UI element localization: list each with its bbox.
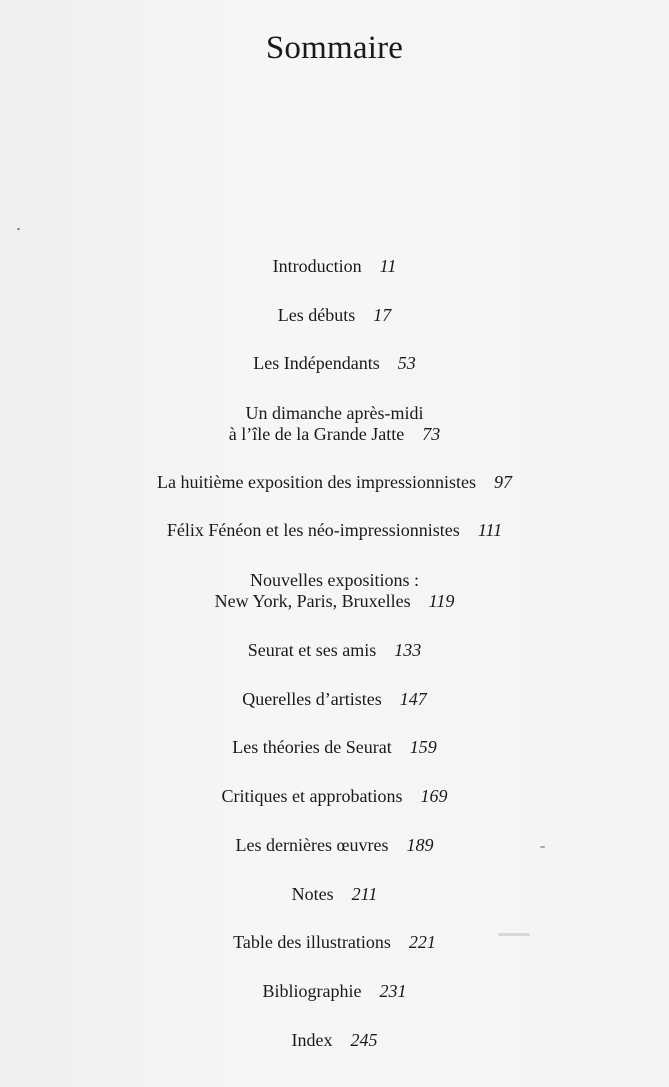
toc-page-number: 147 — [399, 689, 427, 709]
toc-page-number: 111 — [477, 520, 503, 540]
toc-entry-title: La huitième exposition des impressionnistes — [157, 472, 476, 492]
toc-page-number: 221 — [408, 932, 436, 952]
toc-page-number: 73 — [422, 424, 441, 444]
toc-entry-title: New York, Paris, Bruxelles — [214, 591, 411, 611]
toc-page-number: 231 — [379, 981, 407, 1001]
toc-entry — [0, 981, 669, 1002]
toc-entry-line — [0, 472, 669, 493]
toc-page-number: 189 — [406, 835, 434, 855]
toc-entry — [0, 640, 669, 661]
scan-speck — [17, 228, 20, 230]
toc-entry-title: Bibliographie — [262, 981, 362, 1001]
toc-entry-title: Seurat et ses amis — [247, 640, 377, 660]
toc-page-number: 53 — [397, 353, 416, 373]
toc-entry-line — [0, 884, 669, 905]
toc-entry — [0, 1030, 669, 1051]
toc-page-number: 159 — [409, 737, 437, 757]
toc-entry-line — [0, 353, 669, 374]
scan-speck — [498, 933, 530, 936]
toc-entry-title: Un dimanche après-midi — [245, 403, 424, 423]
toc-entry-title: Les théories de Seurat — [232, 737, 392, 757]
toc-page-number: 119 — [428, 591, 455, 611]
toc-entry — [0, 884, 669, 905]
toc-entry-title: Querelles d’artistes — [242, 689, 382, 709]
toc-entry-title: Les Indépendants — [253, 353, 380, 373]
toc-entry-title: Nouvelles expositions : — [250, 570, 419, 590]
toc-entry — [0, 472, 669, 493]
toc-entry — [0, 786, 669, 807]
toc-page-number: 17 — [373, 305, 392, 325]
toc-entry-title: Les dernières œuvres — [235, 835, 389, 855]
toc-entry — [0, 932, 669, 953]
toc-entry-line — [0, 689, 669, 710]
toc-entry — [0, 570, 669, 612]
toc-entry-line — [0, 570, 669, 591]
toc-page-number: 11 — [379, 256, 397, 276]
toc-entry-title: Table des illustrations — [233, 932, 391, 952]
toc-entry — [0, 305, 669, 326]
toc-entry — [0, 403, 669, 445]
toc-entry-title: Critiques et approbations — [221, 786, 403, 806]
toc-entry-line — [0, 424, 669, 445]
toc-entry-line — [0, 981, 669, 1002]
toc-entry-line — [0, 305, 669, 326]
toc-entry-line — [0, 591, 669, 612]
scan-speck — [540, 846, 545, 848]
toc-entry — [0, 689, 669, 710]
toc-entry — [0, 353, 669, 374]
toc-entry — [0, 520, 669, 541]
toc-entry-line — [0, 640, 669, 661]
toc-entry — [0, 256, 669, 277]
toc-page-number: 245 — [350, 1030, 378, 1050]
toc-entry-line — [0, 786, 669, 807]
toc-entry — [0, 835, 669, 856]
toc-page-number: 169 — [420, 786, 448, 806]
toc-entry-line — [0, 737, 669, 758]
toc-entry-title: Introduction — [272, 256, 362, 276]
toc-entry-title: à l’île de la Grande Jatte — [228, 424, 405, 444]
toc-entry-line — [0, 932, 669, 953]
toc-entry-title: Notes — [291, 884, 334, 904]
toc-page-number: 211 — [351, 884, 378, 904]
toc-entry-line — [0, 256, 669, 277]
toc-page-number: 133 — [394, 640, 422, 660]
toc-entry-title: Félix Fénéon et les néo-impressionnistes — [166, 520, 460, 540]
toc-entry — [0, 737, 669, 758]
page-title: Sommaire — [265, 30, 404, 66]
toc-entry-title: Les débuts — [277, 305, 356, 325]
toc-entry-line — [0, 835, 669, 856]
toc-entry-title: Index — [291, 1030, 333, 1050]
toc-page-number: 97 — [493, 472, 512, 492]
toc-entry-line — [0, 520, 669, 541]
toc-entry-line — [0, 403, 669, 424]
toc-entry-line — [0, 1030, 669, 1051]
